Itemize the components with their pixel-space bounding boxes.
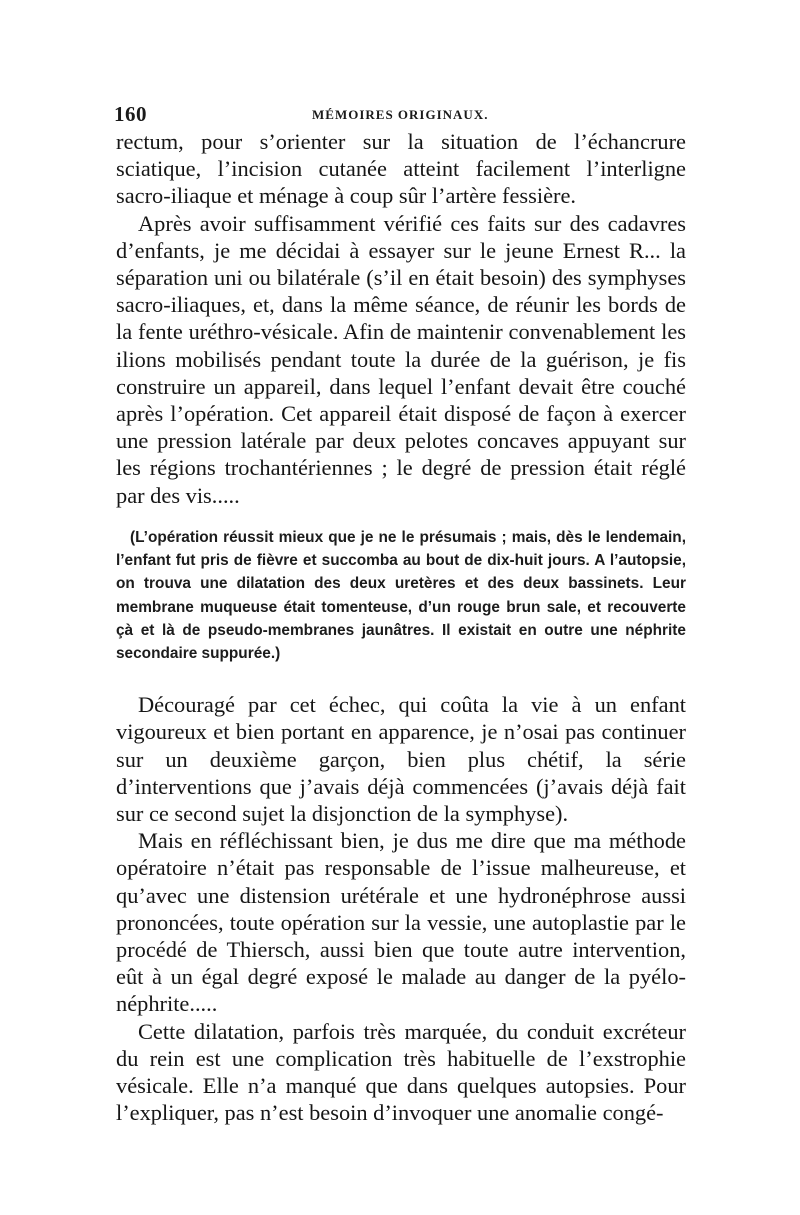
second-text-block xyxy=(116,691,686,1126)
paragraph-2: Après avoir suffisamment vérifié ces faits sur des cadavres d’enfants, je me décidai à essayer sur le jeune Ernest R... la séparation uni ou bilatérale (s’il en était besoin) des symphyses sacro-iliaques, et, dans la même séance, de réunir les bords de la fente uréthro-vésicale. Afin de maintenir convenablement les ilions mobilisés pendant toute la durée de la guérison, je fis construire un appareil, dans lequel l’enfant devait être couché après l’opération. Cet appareil était disposé de façon à exercer une pression latérale par deux pelotes concaves appuyant sur les régions trochantériennes ; le degré de pression était réglé par des vis..... xyxy=(116,210,686,508)
body-text xyxy=(116,128,686,1126)
page-header xyxy=(114,102,684,124)
paragraph-1: rectum, pour s’orienter sur la situation de l’échancrure sciatique, l’incision cutanée atteint facilement l’interligne sacro-iliaque et ménage à coup sûr l’artère fessière. xyxy=(116,129,686,209)
note-paragraph: (L’opération réussit mieux que je ne le présumais ; mais, dès le lendemain, l’enfant fut pris de fièvre et succomba au bout de dix-huit jours. A l’autopsie, on trouva une dilatation des deux uretères et des deux bassinets. Leur membrane muqueuse était tomenteuse, d’un rouge brun sale, et recouverte çà et là de pseudo-membranes jaunâtres. Il existait en outre une néphrite secondaire suppurée.) xyxy=(116,529,686,663)
running-head: MÉMOIRES ORIGINAUX. xyxy=(312,107,489,122)
paragraph-4: Mais en réfléchissant bien, je dus me dire que ma méthode opératoire n’était pas responsable de l’issue malheureuse, et qu’avec une distension urétérale et une hydronéphrose aussi prononcées, toute opération sur la vessie, une autoplastie par le procédé de Thiersch, aussi bien que toute autre intervention, eût à un égal degré exposé le malade au danger de la pyélo-néphrite..... xyxy=(116,828,686,1017)
first-text-block xyxy=(116,128,686,509)
paragraph-5: Cette dilatation, parfois très marquée, du conduit excréteur du rein est une complication très habituelle de l’exstrophie vésicale. Elle n’a manqué que dans quelques autopsies. Pour l’expliquer, pas n’est besoin d’invoquer une anomalie congé- xyxy=(116,1018,686,1126)
autopsy-note xyxy=(116,526,686,665)
page-number: 160 xyxy=(114,102,147,126)
paragraph-3: Découragé par cet échec, qui coûta la vie à un enfant vigoureux et bien portant en apparence, je n’osai pas continuer sur un deuxième garçon, bien plus chétif, la série d’interventions que j’avais déjà commencées (j’avais déjà fait sur ce second sujet la disjonction de la symphyse). xyxy=(116,692,686,827)
